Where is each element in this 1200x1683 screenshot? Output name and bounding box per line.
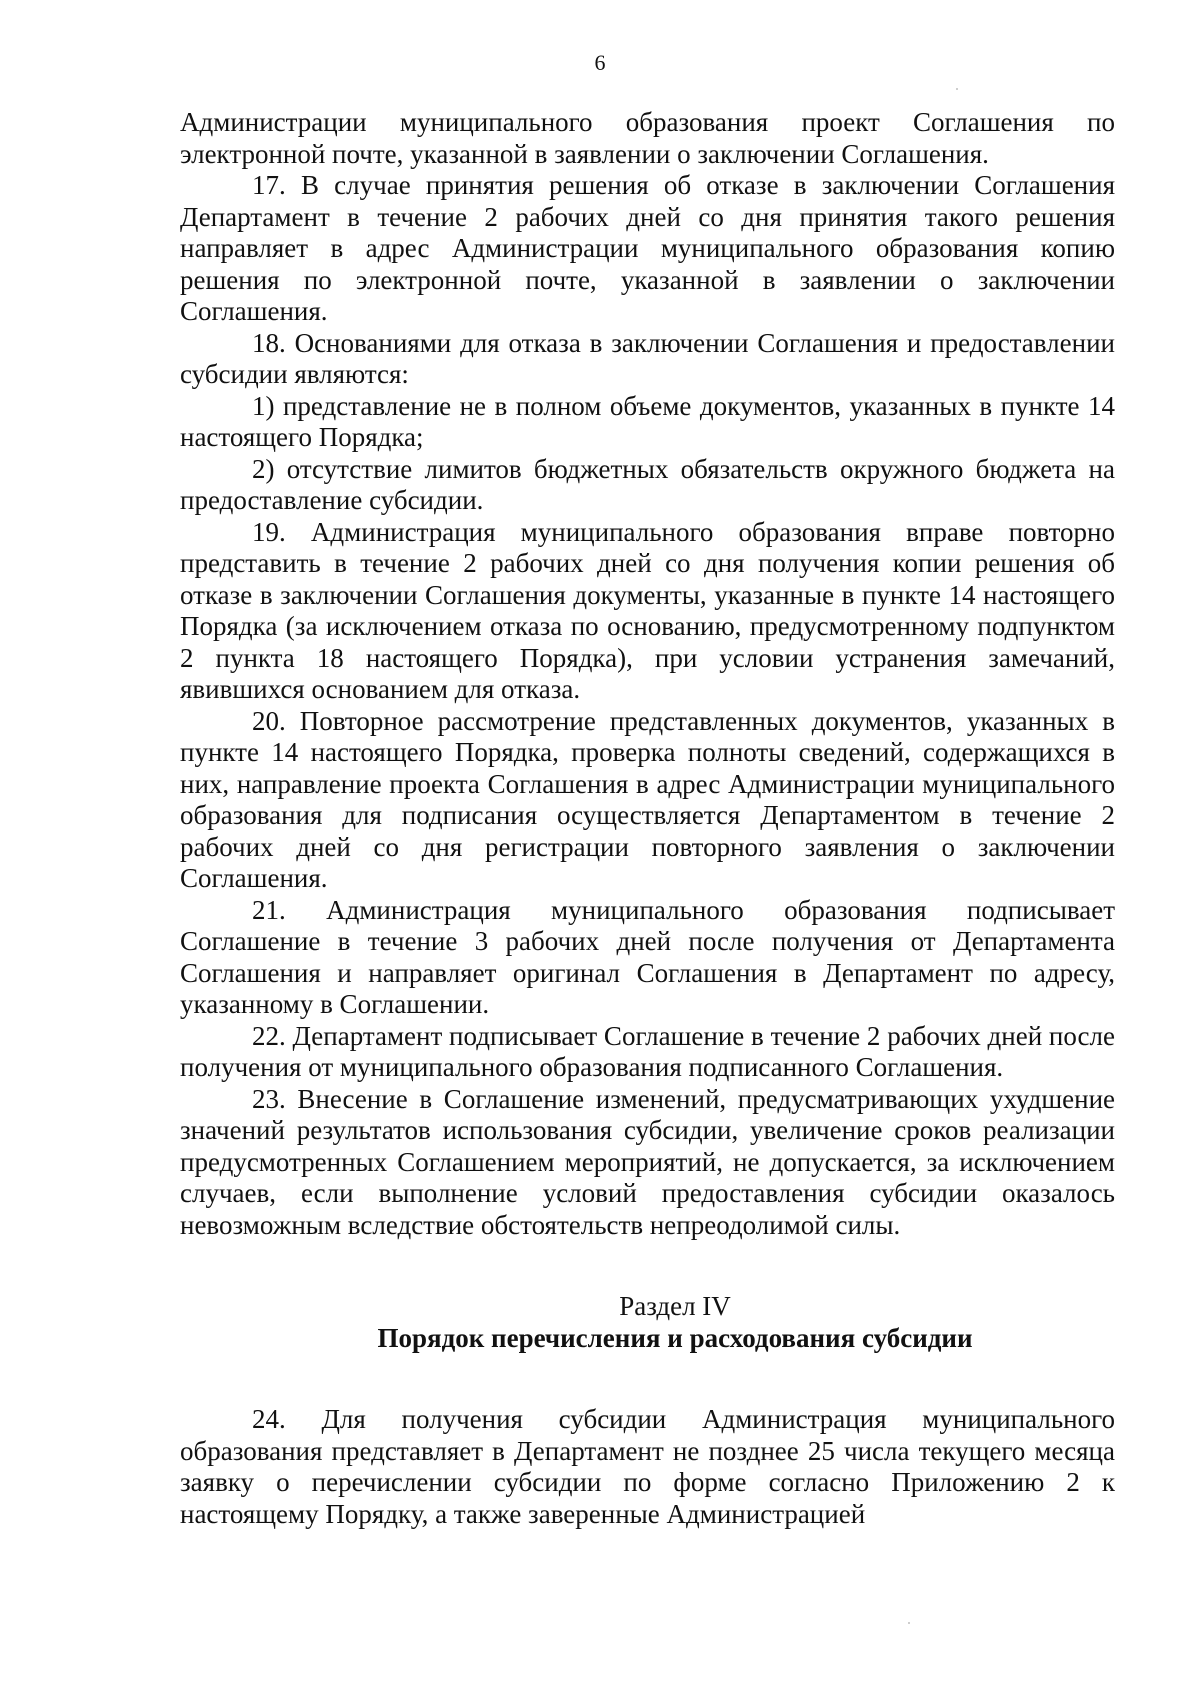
paragraph-20: 20. Повторное рассмотрение представленных документов, указанных в пункте 14 настоящего Порядка, проверка полноты сведений, содержащихся в них, направление проекта Соглашения в адрес Администрации муниципального образования для подписания осуществляется Департаментом в течение 2 рабочих дней со дня регистрации повторного заявления о заключении Соглашения.	[180, 705, 1115, 893]
paragraph-24: 24. Для получения субсидии Администрация муниципального образования представляет в Департамент не позднее 25 числа текущего месяца заявку о перечислении субсидии по форме согласно Приложению 2 к настоящему Порядку, а также заверенные Администрацией	[180, 1404, 1115, 1529]
paragraph-22: 22. Департамент подписывает Соглашение в течение 2 рабочих дней после получения от муниципального образования подписанного Соглашения.	[180, 1020, 1115, 1082]
paragraph-23: 23. Внесение в Соглашение изменений, предусматривающих ухудшение значений результатов использования субсидии, увеличение сроков реализации предусмотренных Соглашением мероприятий, не допускается, за исключением случаев, если выполнение условий предоставления субсидии оказалось невозможным вследствие обстоятельств непреодолимой силы.	[180, 1083, 1115, 1240]
paragraph-19: 19. Администрация муниципального образования вправе повторно представить в течение 2 рабочих дней со дня получения копии решения об отказе в заключении Соглашения документы, указанные в пункте 14 настоящего Порядка (за исключением отказа по основанию, предусмотренному подпунктом 2 пункта 18 настоящего Порядка), при условии устранения замечаний, явившихся основанием для отказа.	[180, 516, 1115, 704]
paragraph-18-item-1: 1) представление не в полном объеме документов, указанных в пункте 14 настоящего Порядка;	[180, 390, 1115, 452]
paragraph-21: 21. Администрация муниципального образования подписывает Соглашение в течение 3 рабочих дней после получения от Департамента Соглашения и направляет оригинал Соглашения в Департамент по адресу, указанному в Соглашении.	[180, 894, 1115, 1019]
paragraph-18: 18. Основаниями для отказа в заключении Соглашения и предоставлении субсидии являются:	[180, 327, 1115, 389]
document-body	[180, 107, 1115, 1530]
scan-speck	[908, 1622, 910, 1624]
paragraph-18-item-2: 2) отсутствие лимитов бюджетных обязательств окружного бюджета на предоставление субсидии.	[180, 453, 1115, 515]
section-title: Порядок перечисления и расходования субсидии	[377, 1322, 973, 1353]
paragraph-continuation: Администрации муниципального образования проект Соглашения по электронной почте, указанной в заявлении о заключении Соглашения.	[180, 107, 1115, 169]
section-label: Раздел IV	[619, 1291, 731, 1321]
page-number: 6	[594, 50, 606, 75]
scan-speck	[956, 88, 958, 90]
paragraph-17: 17. В случае принятия решения об отказе в заключении Соглашения Департамент в течение 2 рабочих дней со дня принятия такого решения направляет в адрес Администрации муниципального образования копию решения по электронной почте, указанной в заявлении о заключении Соглашения.	[180, 170, 1115, 326]
